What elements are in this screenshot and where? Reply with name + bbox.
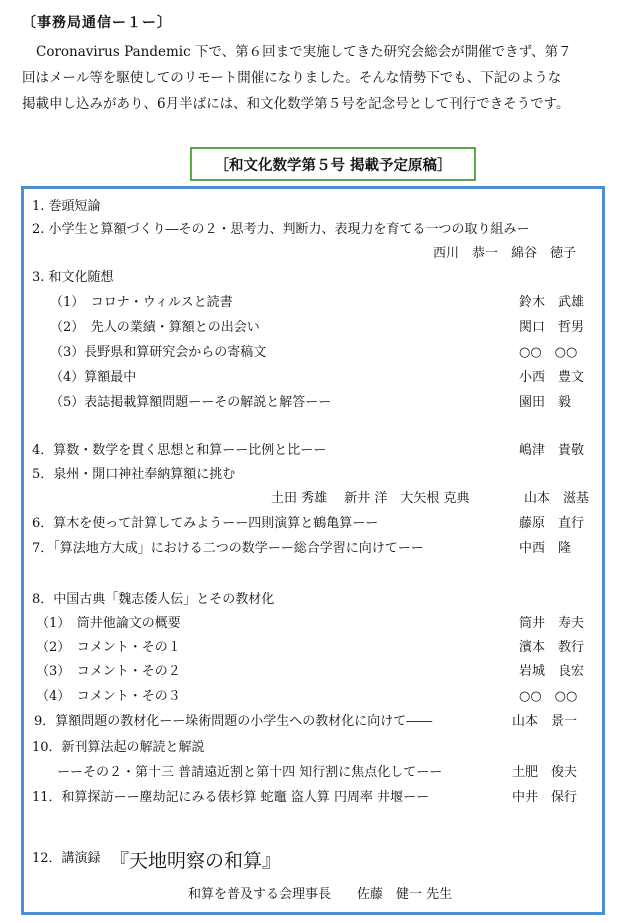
toc-author: ○○ ○○: [519, 345, 578, 360]
toc-author: 関口 哲男: [519, 320, 585, 335]
lecture-title: 『天地明察の和算』: [110, 850, 282, 872]
toc-subitem: （2） 先人の業績・算額との出会い: [50, 320, 260, 335]
toc-author: 筒井 寿夫: [519, 616, 585, 631]
intro-line: 回はメール等を駆使してのリモート開催になりました。そんな情勢下でも、下記のような: [22, 70, 562, 86]
toc-item: 4．算数・数学を貫く思想と和算ーー比例と比ーー: [32, 443, 327, 458]
toc-item: 6．算木を使って計算してみようーー四則演算と鶴亀算ーー: [32, 516, 379, 531]
toc-subitem: （3）長野県和算研究会からの寄稿文: [50, 345, 267, 360]
toc-author: ○○ ○○: [519, 689, 578, 704]
toc-subitem: （4） コメント・その３: [36, 689, 181, 704]
toc-author: 小西 豊文: [519, 370, 585, 385]
toc-item: 1. 巻頭短論: [32, 199, 101, 214]
toc-subitem: （1） コロナ・ウィルスと読書: [50, 295, 233, 310]
toc-author: 中西 隆: [519, 541, 572, 556]
toc-author: 土肥 俊夫: [512, 765, 578, 780]
toc-item: 8．中国古典「魏志倭人伝」とその教材化: [32, 592, 275, 607]
toc-author: 濱本 教行: [519, 640, 585, 655]
toc-author: 山本 景一: [512, 714, 578, 729]
toc-author: 嶋津 貴敬: [519, 443, 585, 458]
toc-item: 7．「算法地方大成」における二つの数学ーー総合学習に向けてーー: [32, 541, 424, 556]
toc-author: 山本 滋基: [524, 491, 590, 506]
toc-author: 鈴木 武雄: [519, 295, 585, 310]
toc-subitem: （2） コメント・その１: [36, 640, 181, 655]
toc-subitem: （3） コメント・その２: [36, 664, 181, 679]
toc-author: 西川 恭一 綿谷 徳子: [433, 246, 577, 261]
toc-item: 10．新刊算法起の解読と解説: [32, 740, 205, 755]
toc-item: 12．講演録: [32, 851, 101, 866]
toc-author: 岩城 良宏: [519, 664, 585, 679]
intro-line: 掲載申し込みがあり、6月半ばには、和文化数学第５号を記念号として刊行できそうです。: [22, 96, 570, 112]
lecture-speaker: 和算を普及する会理事長 佐藤 健一 先生: [188, 887, 453, 902]
toc-item: 3. 和文化随想: [32, 270, 114, 285]
toc-author: 園田 毅: [519, 395, 572, 410]
toc-item: 2. 小学生と算額づくり―その２・思考力、判断力、表現力を育てる一つの取り組みー: [32, 222, 530, 237]
header-label: 〔事務局通信ー１ー〕: [22, 15, 172, 31]
toc-item: 11．和算探訪ーー塵劫記にみる俵杉算 蛇竈 盗人算 円周率 井堰ーー: [32, 790, 430, 805]
toc-subitem: ーーその２・第十三 普請遠近割と第十四 知行割に焦点化してーー: [57, 765, 443, 780]
toc-item: 5．泉州・開口神社奉納算額に挑む: [32, 467, 236, 482]
toc-subitem: （1） 筒井他論文の概要: [36, 616, 181, 631]
toc-author: 藤原 直行: [519, 516, 585, 531]
toc-author: 土田 秀雄 新井 洋 大矢根 克典: [271, 491, 470, 506]
toc-subitem: （5）表誌掲載算額問題ーーその解説と解答ーー: [50, 395, 332, 410]
toc-author: 中井 保行: [512, 790, 578, 805]
toc-subitem: （4）算額最中: [50, 370, 137, 385]
toc-item: 9．算額問題の教材化ーー垛術問題の小学生への教材化に向けて――: [34, 714, 433, 729]
page-title: ［和文化数学第５号 掲載予定原稿］: [190, 147, 476, 181]
intro-line: Coronavirus Pandemic 下で、第６回まで実施してきた研究会総会が開催できず、第７: [36, 44, 572, 60]
